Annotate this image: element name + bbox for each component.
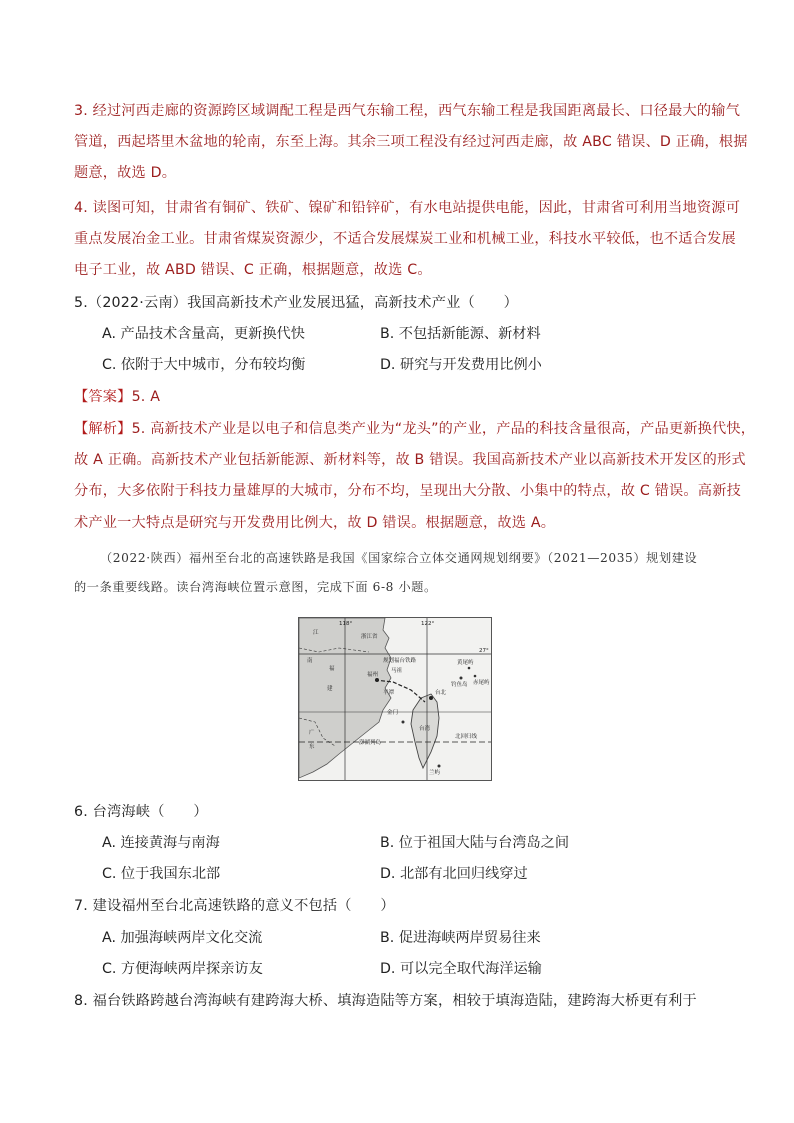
map-drawing [299,618,491,780]
map-label-tropic: 北回归线 [455,734,478,740]
map-label-fu: 福 [329,666,335,672]
material-intro-line-2: 的一条重要线路。读台湾海峡位置示意图，完成下面 6-8 小题。 [74,580,437,594]
map-label-lanyu: 兰屿 [429,770,441,776]
question-6-option-d: D. 北部有北回归线穿过 [380,866,528,882]
penghu-dot [402,721,405,724]
fuzhou-dot [375,678,379,682]
answer-value: 5. A [131,389,161,405]
map-label-taiwan: 台湾 [419,726,431,732]
map-label-dong: 东 [309,744,315,750]
question-6-option-a: A. 连接黄海与南海 [102,835,220,851]
question-6-option-c: C. 位于我国东北部 [102,866,221,882]
map-label-railway: 规划福台铁路 [383,658,417,664]
map-label-mazu: 马祖 [391,668,403,674]
map-label-huangwei: 黄尾屿 [457,660,474,666]
analysis-q4-line-1: 4. 读图可知，甘肃省有铜矿、铁矿、镍矿和铅锌矿，有水电站提供电能，因此，甘肃省可利用当地资源可 [74,200,741,216]
map-label-pingtan: 平潭 [383,690,395,696]
answer-tag: 【答案】 [74,389,132,405]
question-6-stem: 6. 台湾海峡（ ） [74,804,208,820]
map-label-jiang: 江 [313,630,319,636]
map-label-nan: 南 [307,658,313,664]
map-label-lat-27: 27° [479,648,489,654]
map-label-taibei: 台北 [435,690,447,696]
analysis-5-line-2: 故 A 正确。高新技术产业包括新能源、新材料等，故 B 错误。我国高新技术产业以高新技术开发区的形式 [74,452,746,468]
analysis-q3-line-3: 题意，故选 D。 [74,165,177,181]
chiwei-island-dot [474,675,477,678]
analysis-5-line-3: 分布，大多依附于科技力量雄厚的大城市，分布不均，呈现出大分散、小集中的特点，故 C 错误。高新技 [74,483,741,499]
question-5-option-c: C. 依附于大中城市，分布较均衡 [102,357,306,373]
analysis-q3-line-1: 3. 经过河西走廊的资源跨区域调配工程是西气东输工程，西气东输工程是我国距离最长、口径最大的输气 [74,103,741,119]
answer-5 [74,387,160,407]
question-6-option-b: B. 位于祖国大陆与台湾岛之间 [380,835,570,851]
question-7-option-c: C. 方便海峡两岸探亲访友 [102,961,263,977]
analysis-q4-line-2: 重点发展冶金工业。甘肃省煤炭资源少，不适合发展煤炭工业和机械工业，科技水平较低，也不适合发展 [74,231,736,247]
map-label-fuzhou: 福州 [367,672,379,678]
question-8-stem: 8. 福台铁路跨越台湾海峡有建跨海大桥、填海造陆等方案，相较于填海造陆，建跨海大桥更有利于 [74,993,697,1009]
analysis-q3-line-2: 管道，西起塔里木盆地的轮南，东至上海。其余三项工程没有经过河西走廊，故 ABC 错误、D 正确，根据 [74,134,748,150]
map-label-guang: 广 [309,730,315,736]
question-7-option-d: D. 可以完全取代海洋运输 [380,961,542,977]
map-label-zhejiang: 浙江省 [361,634,378,640]
map-label-chiwei: 赤尾屿 [473,680,490,686]
question-5-option-a: A. 产品技术含量高，更新换代快 [102,326,305,342]
analysis-tag: 【解析】 [74,421,132,437]
map-label-jian: 建 [327,686,333,692]
question-7-option-a: A. 加强海峡两岸文化交流 [102,930,263,946]
question-5-option-b: B. 不包括新能源、新材料 [380,326,541,342]
huangwei-island-dot [468,667,471,670]
question-7-option-b: B. 促进海峡两岸贸易往来 [380,930,541,946]
analysis-5-line-4: 术产业一大特点是研究与开发费用比例大，故 D 错误。根据题意，故选 A。 [74,515,556,531]
map-label-jinmen: 金门 [387,710,399,716]
question-7-stem: 7. 建设福州至台北高速铁路的意义不包括（ ） [74,898,395,914]
analysis-q4-line-3: 电子工业，故 ABD 错误、C 正确，根据题意，故选 C。 [74,262,432,278]
map-label-penghu: 澎湖列岛 [359,740,382,746]
diaoyu-island-dot [460,677,463,680]
map-label-lon-122: 122° [421,621,435,627]
lanyu-dot [438,765,441,768]
question-5-stem: 5.（2022·云南）我国高新技术产业发展迅猛，高新技术产业（ ） [74,295,519,311]
map-label-diaoyu: 钓鱼岛 [451,682,468,688]
map-label-lon-118: 118° [339,621,353,627]
taibei-dot [429,696,433,700]
taiwan-strait-map [298,617,492,781]
material-intro-line-1: （2022·陕西）福州至台北的高速铁路是我国《国家综合立体交通网规划纲要》（2021—2035）规划建设 [100,551,698,565]
analysis-5-line-1 [74,419,755,439]
question-5-option-d: D. 研究与开发费用比例小 [380,357,542,373]
analysis-5-text-1: 5. 高新技术产业是以电子和信息类产业为“龙头”的产业，产品的科技含量很高，产品更新换代快， [131,421,756,437]
